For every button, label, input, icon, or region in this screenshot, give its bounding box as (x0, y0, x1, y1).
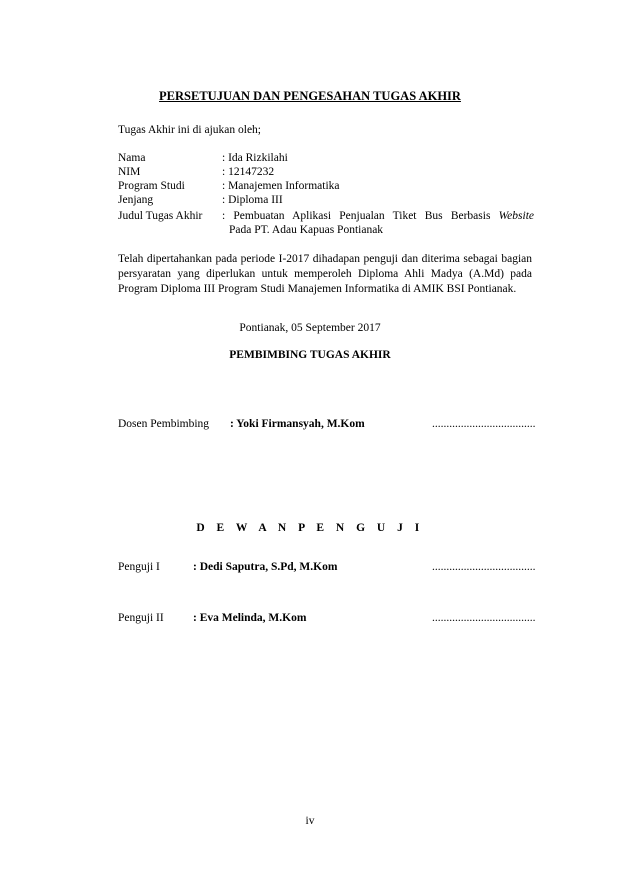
prodi-value: : Manajemen Informatika (222, 180, 340, 192)
penguji-2-value: : Eva Melinda, M.Kom (193, 612, 307, 624)
nama-label: Nama (118, 152, 146, 164)
dosen-label: Dosen Pembimbing (118, 418, 210, 430)
nim-value: : 12147232 (222, 166, 275, 178)
page-title: PERSETUJUAN DAN PENGESAHAN TUGAS AKHIR (159, 89, 461, 103)
prodi-label: Program Studi (118, 180, 185, 192)
intro-text: Tugas Akhir ini di ajukan oleh; (118, 124, 262, 136)
statement-paragraph: Telah dipertahankan pada periode I-2017 dihadapan penguji dan diterima sebagai bagian persyaratan yang diperlukan untuk memperoleh Diploma Ahli Madya (A.Md) pada Program Diploma III Program Studi Manajemen Informatika di AMIK BSI Pontianak. (118, 253, 532, 295)
penguji-2-label: Penguji II (118, 612, 164, 624)
penguji-2-signature-line: .................................... (432, 612, 536, 624)
penguji-1-label: Penguji I (118, 561, 160, 573)
page-number: iv (305, 815, 315, 827)
pembimbing-heading: PEMBIMBING TUGAS AKHIR (229, 349, 391, 361)
judul-value-italic: Website (498, 210, 534, 222)
jenjang-value: : Diploma III (222, 194, 283, 206)
dosen-value: : Yoki Firmansyah, M.Kom (230, 418, 365, 430)
judul-value-text: : Pembuatan Aplikasi Penjualan Tiket Bus Berbasis (222, 210, 491, 222)
nama-value: : Ida Rizkilahi (222, 152, 288, 164)
dosen-signature-line: .................................... (432, 418, 536, 430)
penguji-1-value: : Dedi Saputra, S.Pd, M.Kom (193, 561, 338, 573)
judul-label: Judul Tugas Akhir (118, 210, 203, 222)
place-date: Pontianak, 05 September 2017 (239, 322, 381, 334)
nim-label: NIM (118, 166, 141, 178)
jenjang-label: Jenjang (118, 194, 154, 206)
dewan-penguji-heading: D E W A N P E N G U J I (196, 522, 424, 534)
penguji-1-signature-line: .................................... (432, 561, 536, 573)
judul-value (222, 210, 534, 222)
judul-value-line2: Pada PT. Adau Kapuas Pontianak (229, 224, 384, 236)
